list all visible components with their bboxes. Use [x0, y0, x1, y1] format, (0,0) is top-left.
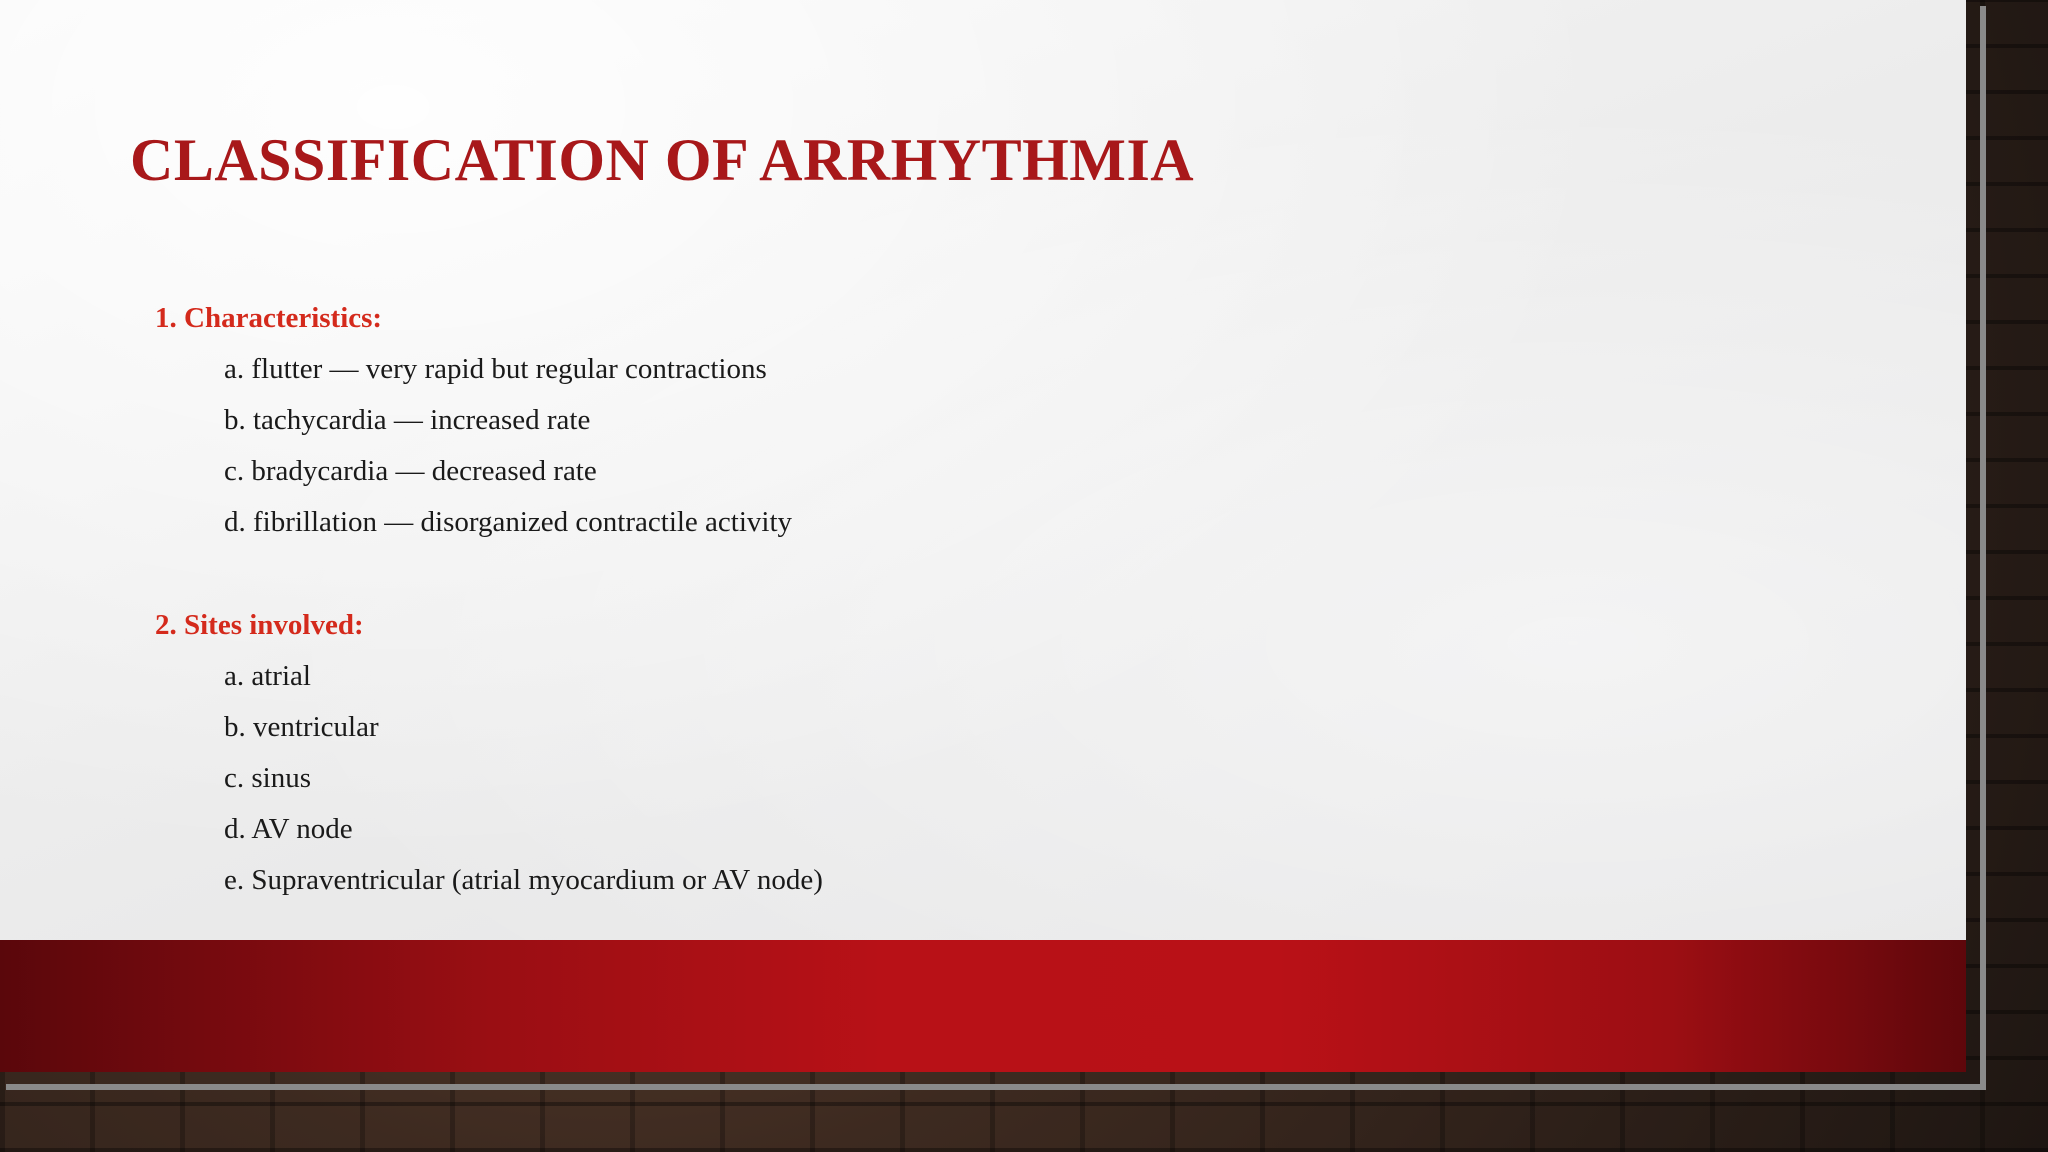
list-item: a. atrial [224, 660, 311, 692]
slide-title: CLASSIFICATION OF ARRHYTHMIA [130, 127, 1195, 193]
list-item: c. sinus [224, 762, 311, 794]
list-item: b. ventricular [224, 711, 379, 743]
section-heading-sites: 2. Sites involved: [155, 609, 364, 641]
list-item: e. Supraventricular (atrial myocardium or AV node) [224, 864, 823, 896]
list-item: d. fibrillation — disorganized contractile activity [224, 506, 793, 538]
list-item: a. flutter — very rapid but regular contractions [224, 353, 767, 385]
section-heading-characteristics: 1. Characteristics: [155, 302, 383, 334]
list-item: b. tachycardia — increased rate [224, 404, 591, 436]
list-item: d. AV node [224, 813, 353, 845]
list-item: c. bradycardia — decreased rate [224, 455, 597, 487]
footer-bar [0, 940, 1966, 1072]
